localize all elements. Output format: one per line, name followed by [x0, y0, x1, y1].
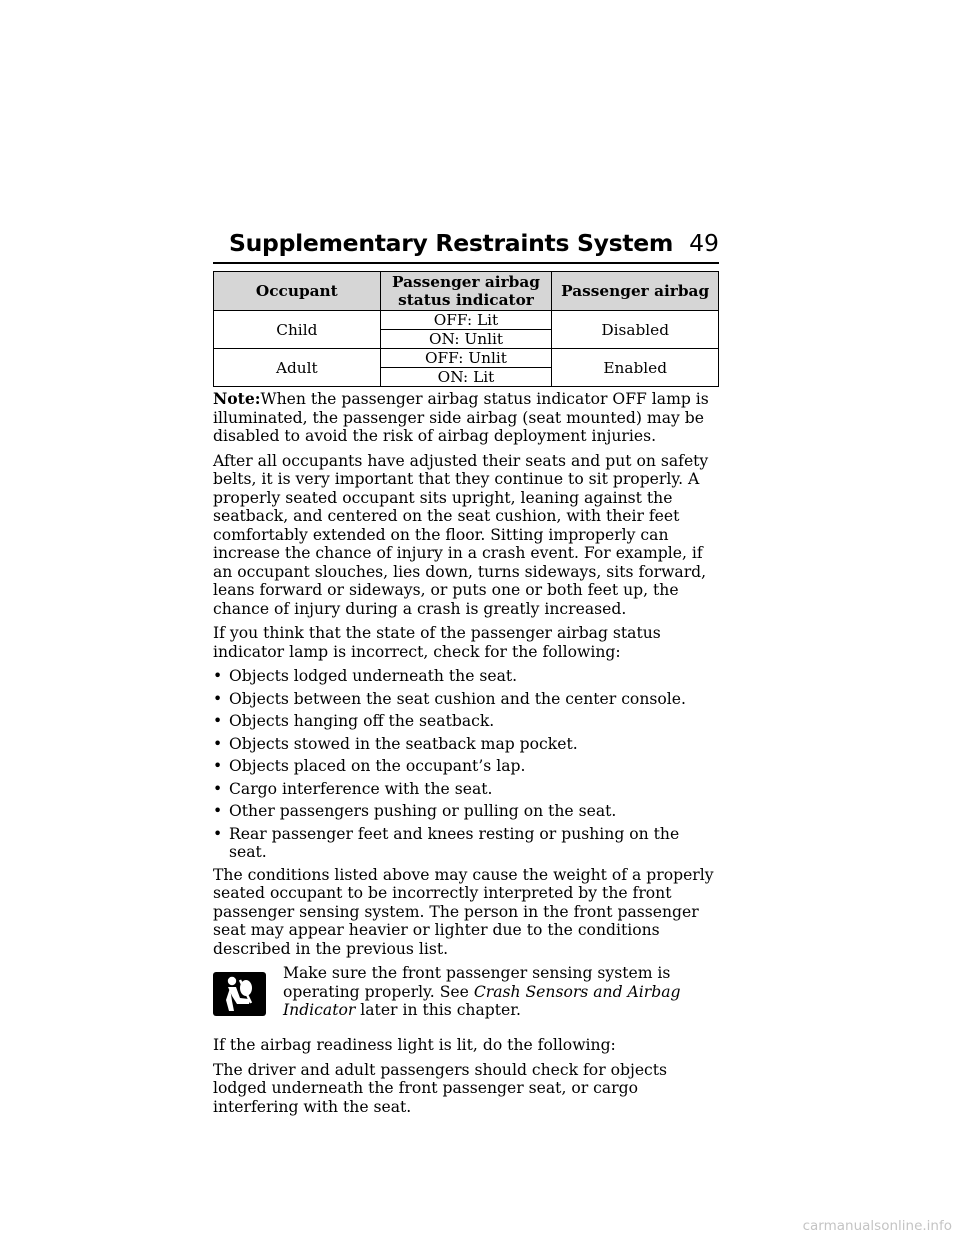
- final-paragraph: The driver and adult passengers should check for objects lodged underneath the front passenger seat, or cargo interfering with the seat.: [213, 1060, 668, 1116]
- indicator-cell: ON: Lit: [380, 368, 552, 387]
- list-item: [213, 825, 719, 862]
- table-header-row: [214, 272, 719, 311]
- list-item-text: Other passengers pushing or pulling on the seat.: [229, 802, 617, 820]
- warning-text-before: Make sure the front passenger sensing system is operating properly. See: [283, 964, 671, 1001]
- bullet: •: [213, 824, 223, 843]
- list-item: [213, 735, 719, 754]
- conditions-paragraph: The conditions listed above may cause the weight of a properly seated occupant to be incorrectly interpreted by the front passenger sensing system. The person in the front passenger seat may appear heavier or lighter due to the conditions described in the previous list.: [213, 865, 714, 958]
- indicator-cell: ON: Unlit: [380, 330, 552, 349]
- bullet: •: [213, 689, 223, 708]
- warning-text: [283, 964, 719, 1020]
- bullet: •: [213, 757, 223, 775]
- note-label: Note:: [213, 389, 261, 408]
- check-intro-paragraph: If you think that the state of the passenger airbag status indicator lamp is incorrect, check for the following:: [213, 624, 661, 661]
- table-row: [214, 311, 719, 330]
- page-number: 49: [689, 229, 719, 257]
- list-item: [213, 757, 719, 776]
- list-item-text: Rear passenger feet and knees resting or pushing on the seat.: [229, 824, 680, 861]
- bullet: •: [213, 802, 223, 820]
- list-item-text: Objects placed on the occupant’s lap.: [229, 757, 526, 775]
- crash-sensors-reference: Crash Sensors and Airbag Indicator: [283, 982, 681, 1019]
- indicator-cell: OFF: Lit: [380, 311, 552, 330]
- bullet: •: [213, 667, 223, 685]
- table-row: [214, 349, 719, 368]
- indicator-cell: OFF: Unlit: [380, 349, 552, 368]
- warning-block: [213, 964, 719, 1030]
- list-item-text: Objects stowed in the seatback map pocket.: [229, 734, 578, 753]
- page-header: [213, 228, 719, 264]
- occupant-cell: Child: [214, 311, 381, 349]
- watermark: carmanualsonline.info: [802, 1218, 952, 1234]
- page-content: [213, 271, 719, 1122]
- airbag-cell: Enabled: [552, 349, 719, 387]
- list-item: [213, 667, 719, 686]
- occupant-cell: Adult: [214, 349, 381, 387]
- sitting-paragraph: After all occupants have adjusted their seats and put on safety belts, it is very important that they continue to sit properly. A properly seated occupant sits upright, leaning against the seatback, and centered on the seat cushion, with their feet comfortably extended on the floor. Sitting improperly can increase the chance of injury in a crash event. For example, if an occupant slouches, lies down, turns sideways, sits forward, leans forward or sideways, or puts one or both feet up, the chance of injury during a crash is greatly increased.: [213, 451, 709, 618]
- list-item: [213, 802, 719, 821]
- check-list: [213, 667, 719, 862]
- list-item-text: Objects hanging off the seatback.: [229, 712, 495, 730]
- section-title: Supplementary Restraints System: [229, 229, 674, 257]
- note-text: When the passenger airbag status indicator OFF lamp is illuminated, the passenger side airbag (seat mounted) may be disabled to avoid the risk of airbag deployment injuries.: [213, 390, 709, 445]
- readiness-paragraph: If the airbag readiness light is lit, do the following:: [213, 1036, 616, 1054]
- header-rule: [213, 262, 719, 264]
- column-header-indicator: Passenger airbag status indicator: [380, 272, 552, 311]
- airbag-cell: Disabled: [552, 311, 719, 349]
- airbag-warning-icon-graphic: [213, 972, 266, 1016]
- airbag-warning-icon: [213, 972, 266, 1016]
- list-item-text: Objects between the seat cushion and the center console.: [229, 689, 686, 708]
- list-item: [213, 690, 719, 709]
- list-item: [213, 780, 719, 799]
- warning-text-after: later in this chapter.: [355, 1001, 521, 1019]
- list-item-text: Objects lodged underneath the seat.: [229, 667, 518, 685]
- list-item-text: Cargo interference with the seat.: [229, 779, 493, 798]
- column-header-airbag: Passenger airbag: [552, 272, 719, 311]
- bullet: •: [213, 712, 223, 730]
- list-item: [213, 712, 719, 731]
- bullet: •: [213, 734, 223, 753]
- bullet: •: [213, 779, 223, 798]
- column-header-occupant: Occupant: [214, 272, 381, 311]
- note-paragraph: [213, 390, 719, 446]
- airbag-status-table: [213, 271, 719, 387]
